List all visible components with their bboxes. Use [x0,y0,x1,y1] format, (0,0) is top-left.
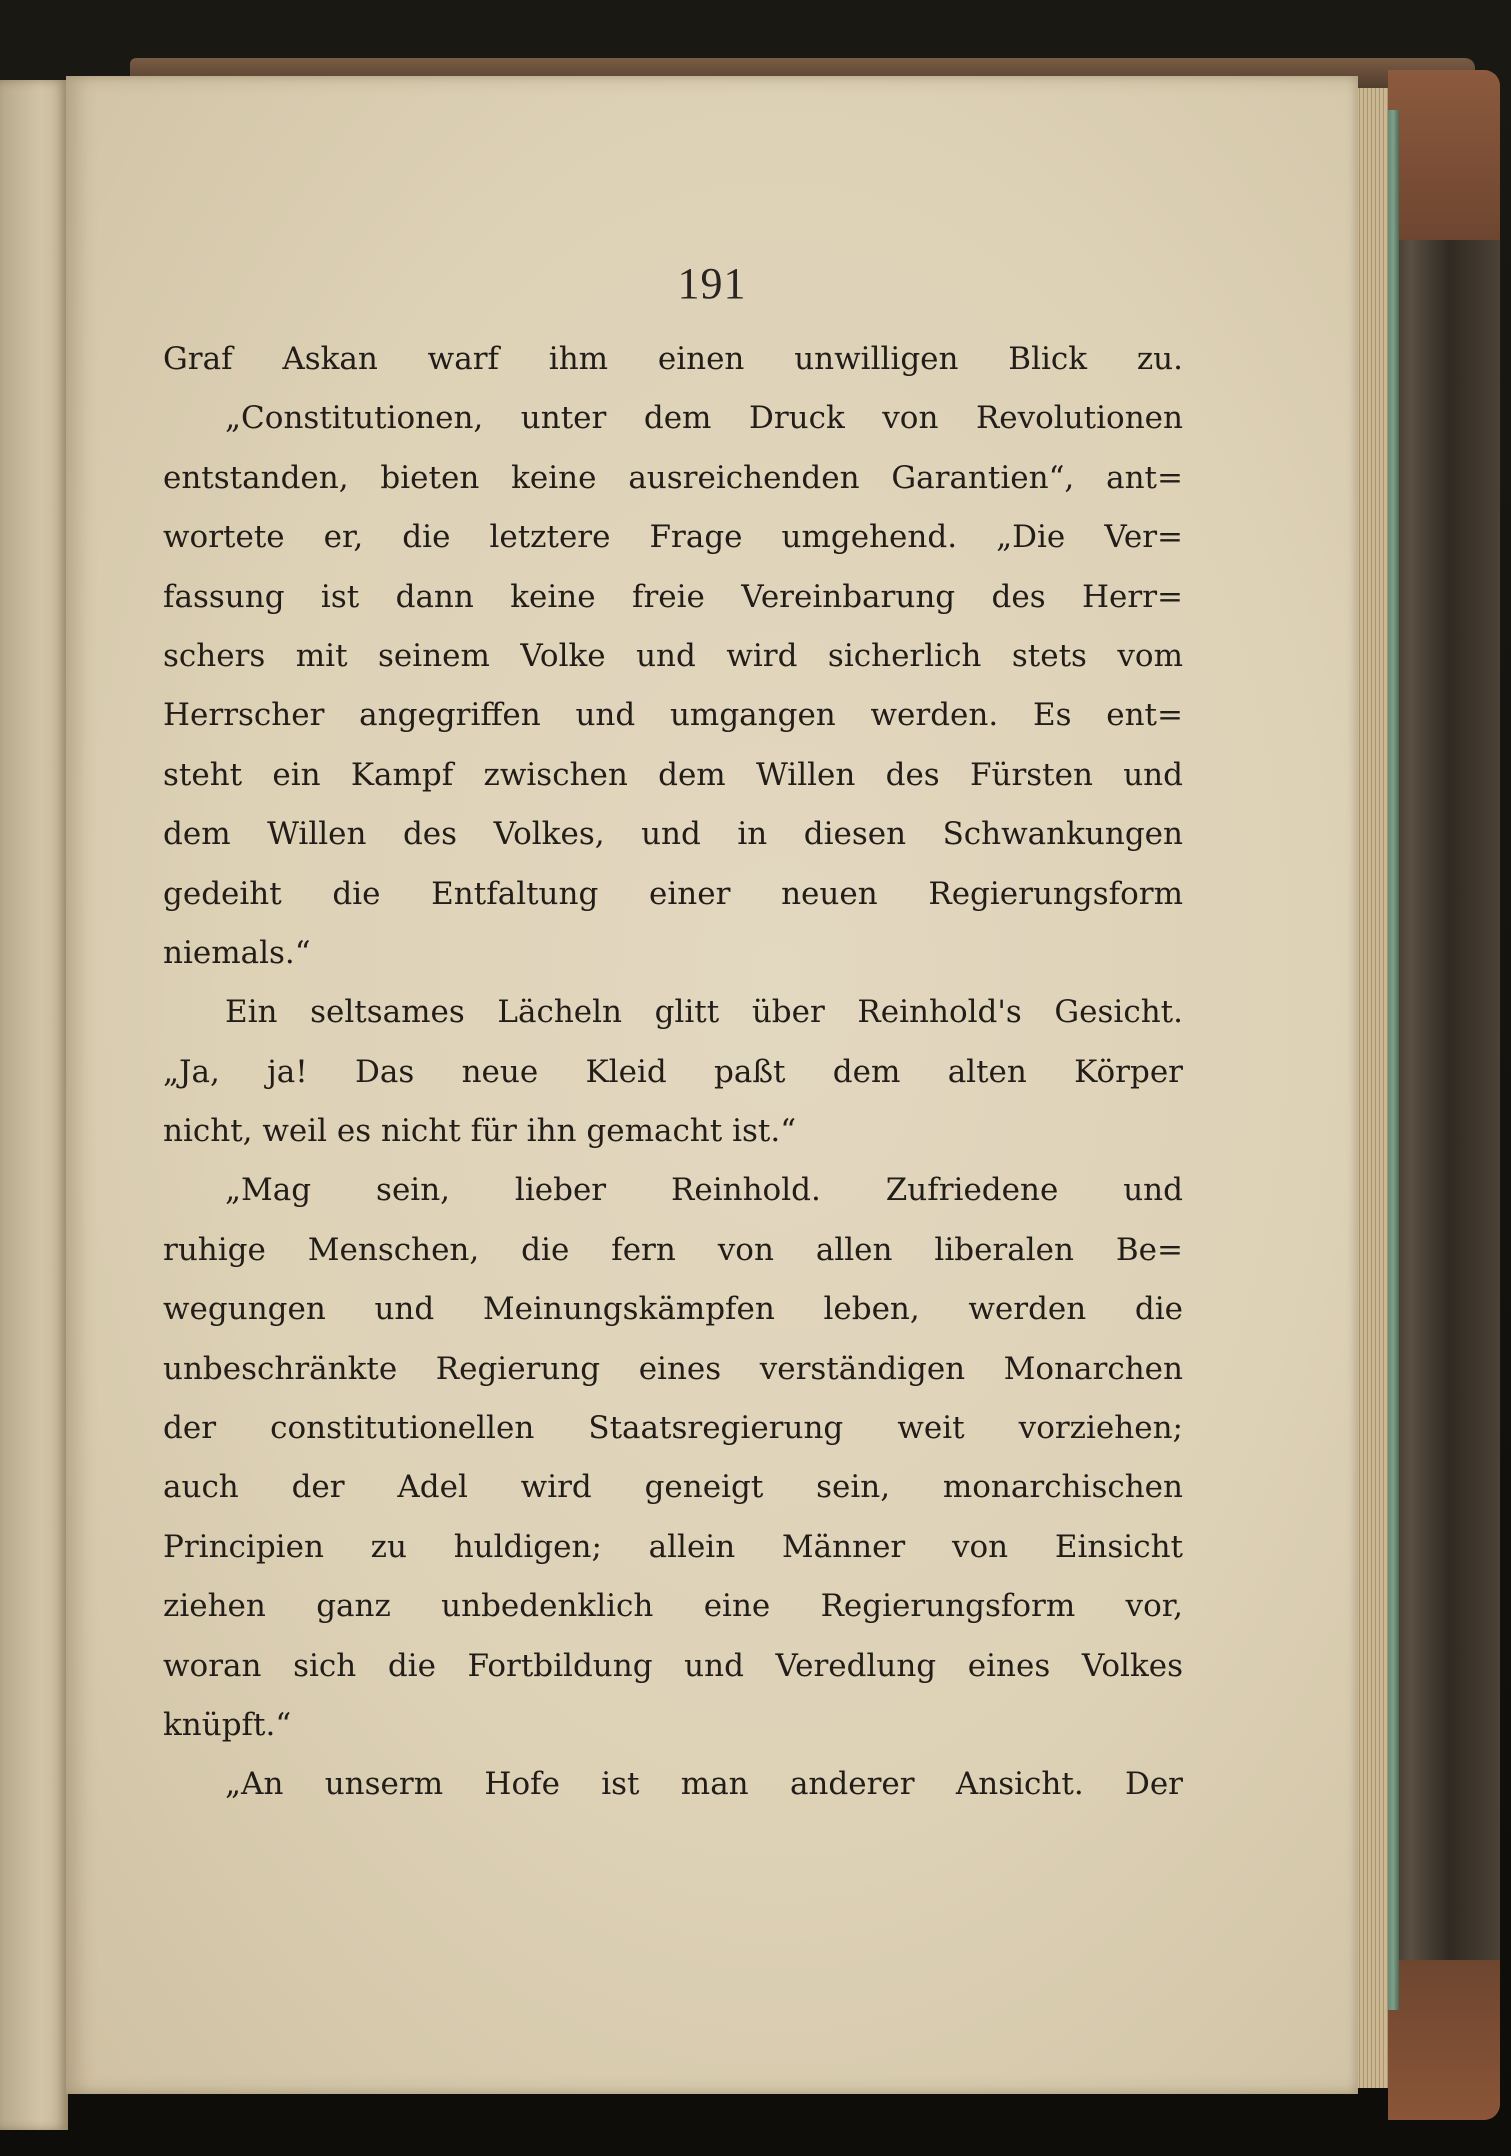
book-cover-corner-bottom [1388,1960,1500,2120]
text-line: „Ja, ja! Das neue Kleid paßt dem alten Körper [163,1053,1183,1090]
text-line: niemals.“ [163,934,311,971]
text-line: „Constitutionen, unter dem Druck von Revolutionen [225,400,1183,437]
text-line: fassung ist dann keine freie Vereinbarung des Herr= [163,578,1183,615]
text-line: entstanden, bieten keine ausreichenden Garantien“, ant= [163,459,1183,496]
text-line: Ein seltsames Lächeln glitt über Reinhold's Gesicht. [225,994,1183,1031]
text-line: steht ein Kampf zwischen dem Willen des Fürsten und [163,756,1183,793]
text-line: Graf Askan warf ihm einen unwilligen Blick zu. [163,341,1183,377]
text-line: gedeiht die Entfaltung einer neuen Regierungsform [163,875,1183,912]
left-page-edge [0,80,68,2130]
text-line: Principien zu huldigen; allein Männer von Einsicht [163,1528,1183,1565]
text-line: ruhige Menschen, die fern von allen liberalen Be= [163,1231,1183,1268]
text-line: dem Willen des Volkes, und in diesen Schwankungen [163,816,1183,853]
text-line: der constitutionellen Staatsregierung weit vorziehen; [163,1410,1183,1447]
text-line: woran sich die Fortbildung und Veredlung eines Volkes [163,1647,1183,1684]
text-line: unbeschränkte Regierung eines verständigen Monarchen [163,1350,1183,1387]
book-cover-corner-top [1388,70,1500,240]
text-line: schers mit seinem Volke und wird sicherlich stets vom [163,637,1183,674]
text-line: „An unserm Hofe ist man anderer Ansicht. Der [225,1766,1183,1803]
text-line: nicht, weil es nicht für ihn gemacht ist.“ [163,1113,797,1150]
text-line: knüpft.“ [163,1706,292,1743]
body-text [163,330,1183,1815]
page-number: 191 [677,259,747,308]
text-line: „Mag sein, lieber Reinhold. Zufriedene und [225,1172,1183,1209]
book-cover-spine [1388,70,1500,2120]
text-line: wortete er, die letztere Frage umgehend. „Die Ver= [163,519,1183,556]
text-line: auch der Adel wird geneigt sein, monarchischen [163,1469,1183,1506]
text-line: wegungen und Meinungskämpfen leben, werden die [163,1291,1183,1328]
text-line: ziehen ganz unbedenklich eine Regierungsform vor, [163,1588,1183,1625]
text-line: Herrscher angegriffen und umgangen werden. Es ent= [163,697,1183,734]
